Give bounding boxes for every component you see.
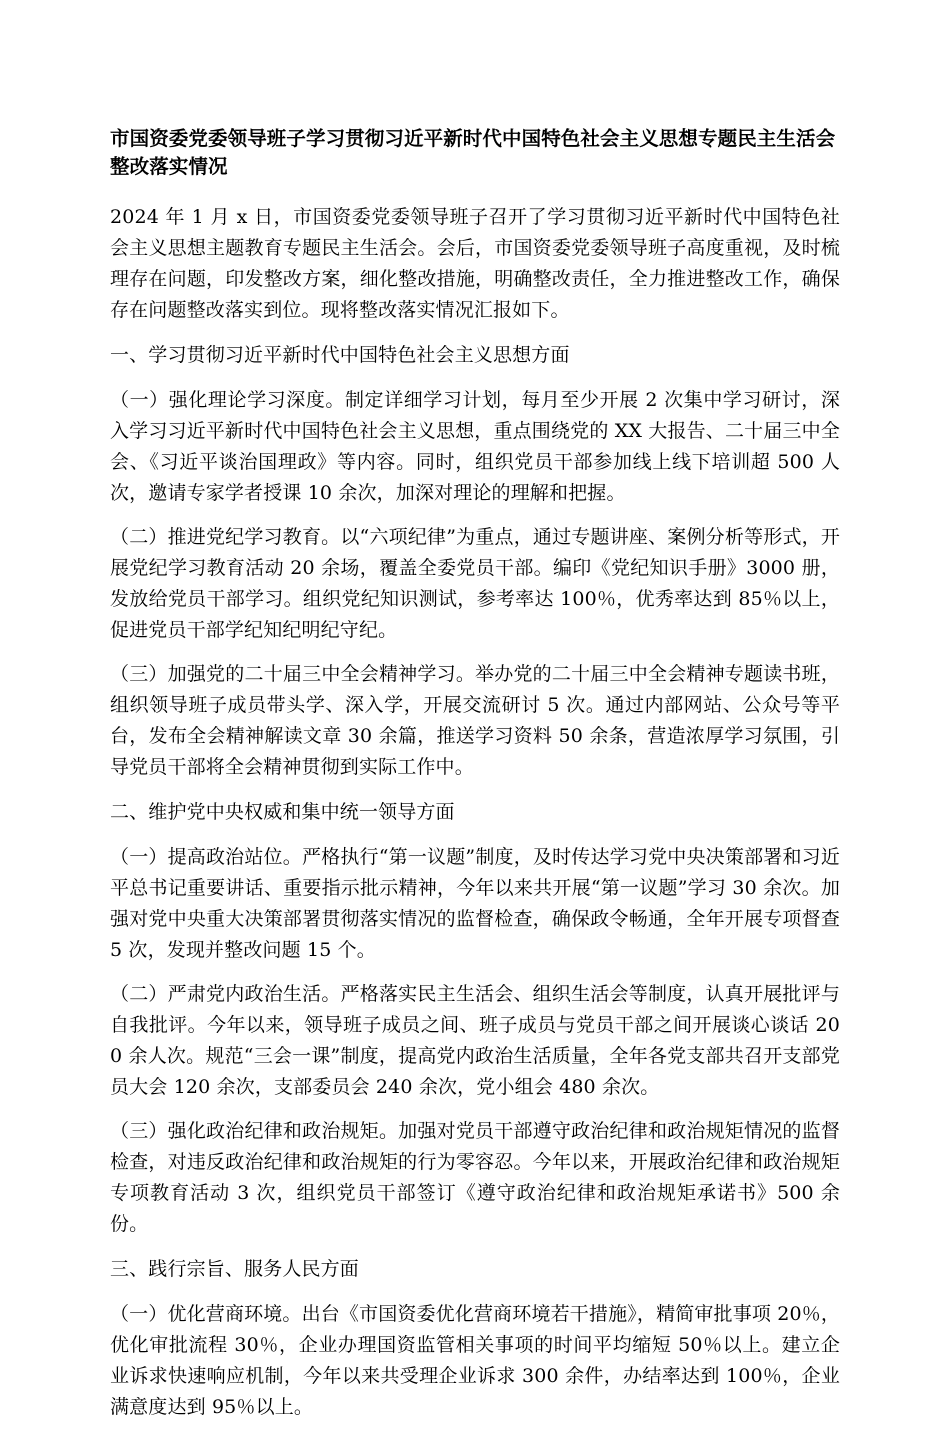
section-heading-3: 三、践行宗旨、服务人民方面 [110,1258,359,1280]
section-2-paragraph-2: （二）严肃党内政治生活。严格落实民主生活会、组织生活会等制度，认真开展批评与自我批评。今年以来，领导班子成员之间、班子成员与党员干部之间开展谈心谈话 200 余人次。规范“三会一课”制度，提高党内政治生活质量，全年各党支部共召开支部党员大会 120 余次，支部委员会 240 余次，党小组会 480 余次。 [110,983,840,1098]
section-heading-1: 一、学习贯彻习近平新时代中国特色社会主义思想方面 [110,344,570,366]
document-body [110,125,840,1429]
lead-paragraph: 2024 年 1 月 x 日，市国资委党委领导班子召开了学习贯彻习近平新时代中国特色社会主义思想主题教育专题民主生活会。会后，市国资委党委领导班子高度重视，及时梳理存在问题，印发整改方案，细化整改措施，明确整改责任，全力推进整改工作，确保存在问题整改落实到位。现将整改落实情况汇报如下。 [110,206,840,321]
section-1-paragraph-2: （二）推进党纪学习教育。以“六项纪律”为重点，通过专题讲座、案例分析等形式，开展党纪学习教育活动 20 余场，覆盖全委党员干部。编印《党纪知识手册》3000 册，发放给党员干部学习。组织党纪知识测试，参考率达 100％，优秀率达到 85％以上，促进党员干部学纪知纪明纪守纪。 [110,526,840,641]
section-2-paragraph-1: （一）提高政治站位。严格执行“第一议题”制度，及时传达学习党中央决策部署和习近平总书记重要讲话、重要指示批示精神，今年以来共开展“第一议题”学习 30 余次。加强对党中央重大决策部署贯彻落实情况的监督检查，确保政令畅通，全年开展专项督查 5 次，发现并整改问题 15 个。 [110,846,840,961]
section-3-paragraph-1: （一）优化营商环境。出台《市国资委优化营商环境若干措施》，精简审批事项 20％，优化审批流程 30％，企业办理国资监管相关事项的时间平均缩短 50％以上。建立企业诉求快速响应机制，今年以来共受理企业诉求 300 余件，办结率达到 100％，企业满意度达到 95％以上。 [110,1303,840,1418]
section-heading-2: 二、维护党中央权威和集中统一领导方面 [110,801,455,823]
section-2-paragraph-3: （三）强化政治纪律和政治规矩。加强对党员干部遵守政治纪律和政治规矩情况的监督检查，对违反政治纪律和政治规矩的行为零容忍。今年以来，开展政治纪律和政治规矩专项教育活动 3 次，组织党员干部签订《遵守政治纪律和政治规矩承诺书》500 余份。 [110,1120,840,1235]
page-title: 市国资委党委领导班子学习贯彻习近平新时代中国特色社会主义思想专题民主生活会整改落实情况 [110,127,836,178]
section-1-paragraph-3: （三）加强党的二十届三中全会精神学习。举办党的二十届三中全会精神专题读书班，组织领导班子成员带头学、深入学，开展交流研讨 5 次。通过内部网站、公众号等平台，发布全会精神解读文章 30 余篇，推送学习资料 50 余条，营造浓厚学习氛围，引导党员干部将全会精神贯彻到实际工作中。 [110,663,840,778]
section-1-paragraph-1: （一）强化理论学习深度。制定详细学习计划，每月至少开展 2 次集中学习研讨，深入学习习近平新时代中国特色社会主义思想，重点围绕党的 XX 大报告、二十届三中全会、《习近平谈治国理政》等内容。同时，组织党员干部参加线上线下培训超 500 人次，邀请专家学者授课 10 余次，加深对理论的理解和把握。 [110,389,840,504]
